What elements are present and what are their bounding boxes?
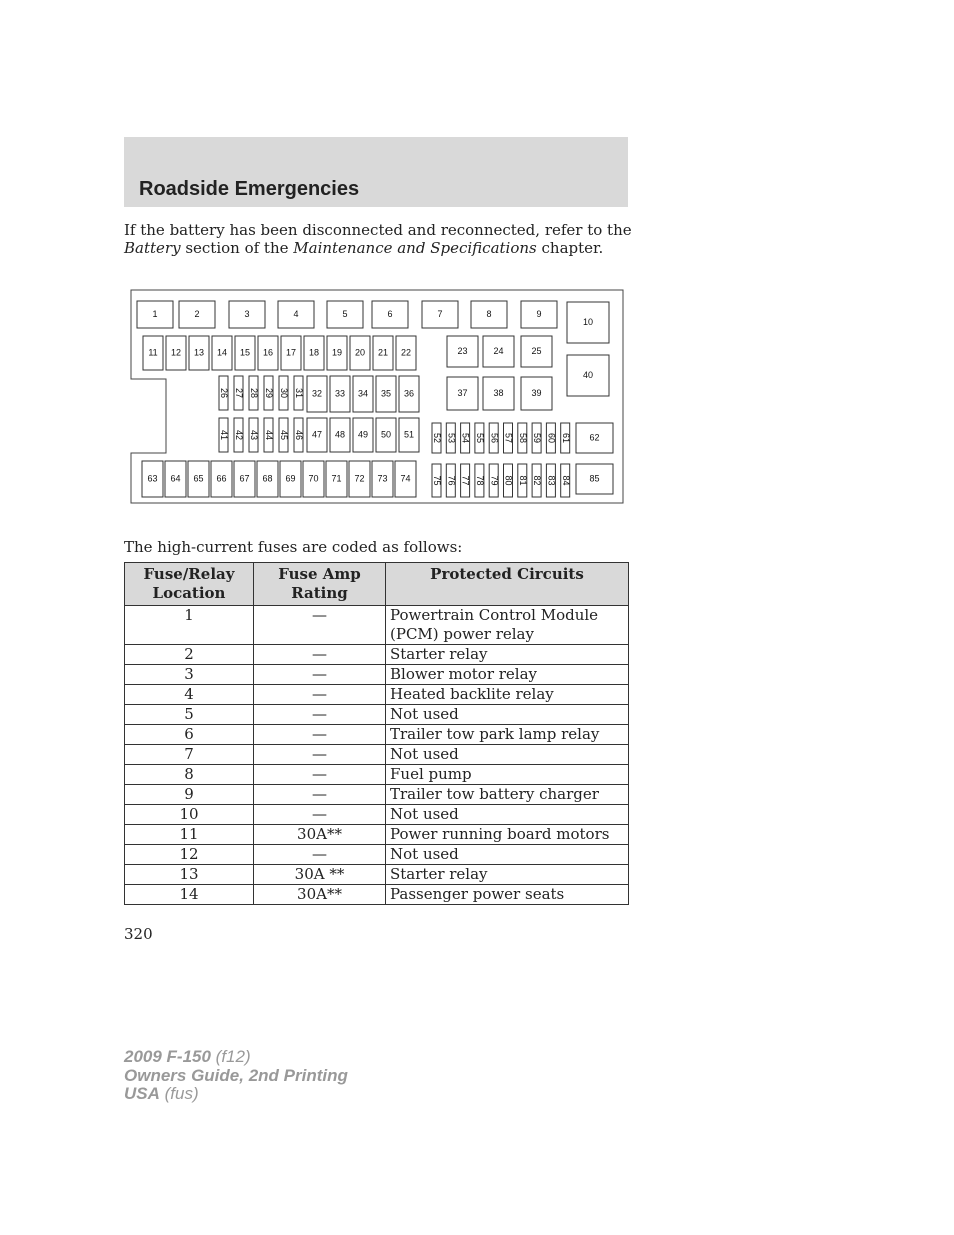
fuse-number: 66 <box>216 473 227 484</box>
fuse-slot <box>373 336 393 370</box>
fuse-number: 85 <box>589 473 600 484</box>
fuse-slot <box>166 336 186 370</box>
mini-fuse-slot <box>294 418 304 452</box>
cell-protected-circuit: Trailer tow park lamp relay <box>386 725 629 745</box>
fuse-number: 33 <box>334 388 346 399</box>
fuse-number: 78 <box>475 475 486 486</box>
mini-fuse-slot <box>461 464 471 497</box>
fuse-slot <box>229 301 265 328</box>
mini-fuse-slot <box>446 423 456 453</box>
fuse-number: 56 <box>489 432 500 444</box>
fuse-number: 70 <box>308 473 319 484</box>
cell-amp-rating: — <box>254 805 386 825</box>
fuse-slot <box>143 336 163 370</box>
fuse-slot <box>327 336 347 370</box>
fuse-number: 28 <box>249 387 260 399</box>
cell-location: 13 <box>125 865 254 885</box>
cell-protected-circuit: Power running board motors <box>386 825 629 845</box>
mini-fuse-slot <box>234 376 244 410</box>
cell-amp-rating: — <box>254 725 386 745</box>
fuse-number: 60 <box>546 432 557 444</box>
fuse-number: 62 <box>589 432 600 443</box>
cell-amp-rating: 30A ** <box>254 865 386 885</box>
fuse-number: 83 <box>546 475 557 486</box>
mini-fuse-slot <box>561 423 571 453</box>
fuse-number: 61 <box>560 432 571 444</box>
intro-text-3: chapter. <box>536 239 604 257</box>
mini-fuse-slot <box>279 376 289 410</box>
fuse-slot <box>142 461 163 497</box>
section-title: Roadside Emergencies <box>139 178 360 200</box>
cell-location: 5 <box>125 705 254 725</box>
fuse-slot <box>307 376 327 412</box>
fuse-number: 10 <box>582 316 594 327</box>
fuse-slot <box>471 301 507 328</box>
fuse-number: 5 <box>342 308 348 319</box>
cell-location: 9 <box>125 785 254 805</box>
fuse-slot <box>281 336 301 370</box>
mini-fuse-slot <box>546 423 556 453</box>
cell-location: 1 <box>125 606 254 645</box>
mini-fuse-slot <box>504 464 514 497</box>
table-row <box>125 665 629 685</box>
footer-model: 2009 F-150 <box>124 1047 211 1066</box>
intro-text-1: If the battery has been disconnected and reconnected, refer to the <box>124 221 632 239</box>
fuse-slot <box>330 376 350 412</box>
fuse-number: 11 <box>148 347 158 358</box>
fuse-number: 16 <box>262 347 274 358</box>
table-row <box>125 685 629 705</box>
cell-amp-rating: — <box>254 685 386 705</box>
fuse-number: 31 <box>294 387 305 399</box>
fuse-number: 29 <box>264 387 275 399</box>
fuse-number: 12 <box>170 347 182 358</box>
fuse-number: 40 <box>582 369 594 380</box>
table-header-row <box>125 563 629 606</box>
cell-protected-circuit: Not used <box>386 805 629 825</box>
cell-amp-rating: — <box>254 745 386 765</box>
fuse-number: 44 <box>264 429 275 441</box>
fuse-number: 21 <box>377 347 389 358</box>
cell-amp-rating: — <box>254 645 386 665</box>
fuse-number: 71 <box>331 473 342 484</box>
fuse-slot <box>258 336 278 370</box>
cell-location: 3 <box>125 665 254 685</box>
fuse-number: 73 <box>377 473 388 484</box>
cell-location: 11 <box>125 825 254 845</box>
fuse-number: 75 <box>432 475 443 486</box>
fuse-number: 17 <box>285 347 297 358</box>
fuse-number: 34 <box>357 388 369 399</box>
fuse-slot <box>212 336 232 370</box>
fuse-number: 42 <box>234 429 245 441</box>
cell-protected-circuit: Starter relay <box>386 645 629 665</box>
fuse-number: 19 <box>331 347 343 358</box>
fuse-slot <box>211 461 232 497</box>
fuse-slot <box>576 423 613 453</box>
mini-fuse-slot <box>561 464 571 497</box>
cell-amp-rating: — <box>254 665 386 685</box>
cell-protected-circuit: Powertrain Control Module (PCM) power relay <box>386 606 629 645</box>
fuse-number: 55 <box>475 432 486 444</box>
fuse-slot <box>396 336 416 370</box>
fuse-slot <box>376 376 396 412</box>
mini-fuse-slot <box>264 418 274 452</box>
fuse-number: 69 <box>285 473 296 484</box>
fuse-number: 32 <box>311 388 323 399</box>
cell-location: 10 <box>125 805 254 825</box>
fuse-slot <box>521 301 557 328</box>
fuse-slot <box>326 461 347 497</box>
fuse-number: 76 <box>446 475 457 486</box>
fuse-number: 6 <box>387 308 393 319</box>
cell-protected-circuit: Heated backlite relay <box>386 685 629 705</box>
mini-fuse-slot <box>518 464 528 497</box>
fuse-number: 20 <box>354 347 366 358</box>
footer-market-code: (fus) <box>159 1084 199 1103</box>
fuse-number: 49 <box>357 429 369 440</box>
table-row <box>125 645 629 665</box>
fuse-number: 64 <box>170 473 181 484</box>
cell-amp-rating: — <box>254 845 386 865</box>
mini-fuse-slot <box>446 464 456 497</box>
fuse-slot <box>353 376 373 412</box>
intro-paragraph <box>124 221 644 257</box>
fuse-number: 65 <box>193 473 204 484</box>
fuse-slot <box>395 461 416 497</box>
fuse-slot <box>399 418 419 452</box>
fuse-slot <box>304 336 324 370</box>
fuse-slot <box>235 336 255 370</box>
mini-fuse-slot <box>249 418 259 452</box>
table-row <box>125 885 629 905</box>
fuse-number: 30 <box>279 387 290 399</box>
mini-fuse-slot <box>249 376 259 410</box>
mini-fuse-slot <box>532 423 542 453</box>
fuse-number: 77 <box>460 475 471 486</box>
mini-fuse-slot <box>475 464 485 497</box>
fuse-number: 72 <box>354 473 365 484</box>
mini-fuse-slot <box>461 423 471 453</box>
mini-fuse-slot <box>432 464 442 497</box>
fuse-number: 3 <box>244 308 250 319</box>
fuse-slot <box>483 336 514 367</box>
cell-protected-circuit: Trailer tow battery charger <box>386 785 629 805</box>
fuse-number: 35 <box>380 388 392 399</box>
cell-amp-rating: — <box>254 765 386 785</box>
fuse-number: 38 <box>493 387 504 398</box>
mini-fuse-slot <box>504 423 514 453</box>
fuse-slot <box>483 377 514 410</box>
footer-imprint <box>124 1048 348 1104</box>
fuse-slot <box>257 461 278 497</box>
page-number: 320 <box>124 925 153 943</box>
fuse-number: 7 <box>437 308 443 319</box>
cell-location: 7 <box>125 745 254 765</box>
fuse-number: 43 <box>249 429 260 441</box>
fuse-box-diagram <box>130 289 626 505</box>
fuse-slot <box>447 336 478 367</box>
mini-fuse-slot <box>432 423 442 453</box>
cell-amp-rating: — <box>254 785 386 805</box>
fuse-slot <box>330 418 350 452</box>
fuse-number: 53 <box>446 432 457 444</box>
fuse-number: 23 <box>457 345 468 356</box>
fuse-number: 48 <box>334 429 346 440</box>
fuse-slot <box>303 461 324 497</box>
cell-amp-rating: — <box>254 705 386 725</box>
fuse-number: 59 <box>532 432 543 444</box>
table-intro: The high-current fuses are coded as follows: <box>124 538 463 556</box>
battery-reference: Battery <box>124 239 181 257</box>
cell-protected-circuit: Not used <box>386 845 629 865</box>
fuse-number: 27 <box>234 387 245 399</box>
fuse-number: 47 <box>311 429 323 440</box>
mini-fuse-slot <box>532 464 542 497</box>
table-row <box>125 785 629 805</box>
fuse-slot <box>278 301 314 328</box>
fuse-slot <box>280 461 301 497</box>
fuse-slot <box>234 461 255 497</box>
fuse-slot <box>349 461 370 497</box>
cell-location: 14 <box>125 885 254 905</box>
fuse-number: 14 <box>216 347 228 358</box>
fuse-number: 18 <box>308 347 320 358</box>
cell-location: 6 <box>125 725 254 745</box>
cell-protected-circuit: Not used <box>386 745 629 765</box>
fuse-number: 13 <box>193 347 205 358</box>
table-row <box>125 845 629 865</box>
fuse-number: 36 <box>403 388 415 399</box>
cell-protected-circuit: Passenger power seats <box>386 885 629 905</box>
fuse-number: 57 <box>503 432 514 444</box>
fuse-slot <box>567 302 609 343</box>
fuse-number: 54 <box>460 432 471 444</box>
cell-location: 8 <box>125 765 254 785</box>
fuse-number: 1 <box>152 308 158 319</box>
fuse-number: 45 <box>279 429 290 441</box>
fuse-number: 79 <box>489 475 500 486</box>
table-row <box>125 805 629 825</box>
cell-protected-circuit: Blower motor relay <box>386 665 629 685</box>
fuse-number: 24 <box>493 345 504 356</box>
table-row <box>125 865 629 885</box>
mini-fuse-slot <box>279 418 289 452</box>
fuse-number: 50 <box>380 429 392 440</box>
fuse-number: 2 <box>194 308 200 319</box>
fuse-slot <box>372 301 408 328</box>
fuse-number: 41 <box>219 429 230 441</box>
fuse-slot <box>350 336 370 370</box>
fuse-number: 37 <box>457 387 468 398</box>
table-row <box>125 745 629 765</box>
fuse-slot <box>521 377 552 410</box>
footer-guide: Owners Guide, 2nd Printing <box>124 1065 348 1085</box>
mini-fuse-slot <box>234 418 244 452</box>
header-location: Fuse/Relay Location <box>125 563 254 606</box>
fuse-number: 68 <box>262 473 273 484</box>
mini-fuse-slot <box>475 423 485 453</box>
fuse-number: 67 <box>239 473 250 484</box>
fuse-number: 46 <box>294 429 305 441</box>
cell-amp-rating: — <box>254 606 386 645</box>
table-row <box>125 765 629 785</box>
fuse-slot <box>137 301 173 328</box>
fuse-slot <box>399 376 419 412</box>
cell-protected-circuit: Fuel pump <box>386 765 629 785</box>
fuse-slot <box>376 418 396 452</box>
footer-market: USA <box>124 1084 160 1103</box>
fuse-number: 8 <box>486 308 492 319</box>
fuse-number: 51 <box>403 429 415 440</box>
cell-protected-circuit: Starter relay <box>386 865 629 885</box>
fuse-slot <box>188 461 209 497</box>
fuse-number: 74 <box>400 473 411 484</box>
fuse-number: 15 <box>239 347 251 358</box>
fuse-number: 81 <box>517 475 528 486</box>
fuse-slot <box>165 461 186 497</box>
fuse-number: 9 <box>536 308 542 319</box>
fuse-slot <box>447 377 478 410</box>
fuse-table <box>124 562 629 905</box>
cell-protected-circuit: Not used <box>386 705 629 725</box>
fuse-number: 25 <box>531 345 542 356</box>
mini-fuse-slot <box>489 464 499 497</box>
intro-text-2: section of the <box>180 239 294 257</box>
mini-fuse-slot <box>219 418 229 452</box>
mini-fuse-slot <box>518 423 528 453</box>
mini-fuse-slot <box>294 376 304 410</box>
fuse-slot <box>422 301 458 328</box>
fuse-number: 39 <box>531 387 542 398</box>
fuse-slot <box>327 301 363 328</box>
table-row <box>125 606 629 645</box>
fuse-number: 58 <box>517 432 528 444</box>
mini-fuse-slot <box>219 376 229 410</box>
fuse-slot <box>307 418 327 452</box>
fuse-slot <box>576 464 613 494</box>
cell-location: 12 <box>125 845 254 865</box>
fuse-slot <box>189 336 209 370</box>
fuse-number: 84 <box>560 475 571 486</box>
fuse-slot <box>372 461 393 497</box>
fuse-number: 26 <box>219 387 230 399</box>
cell-location: 2 <box>125 645 254 665</box>
fuse-slot <box>179 301 215 328</box>
cell-location: 4 <box>125 685 254 705</box>
mini-fuse-slot <box>546 464 556 497</box>
fuse-number: 52 <box>432 432 443 444</box>
fuse-number: 22 <box>400 347 412 358</box>
fuse-slot <box>353 418 373 452</box>
table-row <box>125 825 629 845</box>
mini-fuse-slot <box>489 423 499 453</box>
cell-amp-rating: 30A** <box>254 885 386 905</box>
fuse-number: 82 <box>532 475 543 486</box>
cell-amp-rating: 30A** <box>254 825 386 845</box>
header-protected-circuits: Protected Circuits <box>386 563 629 606</box>
fuse-slot <box>521 336 552 367</box>
fuse-number: 80 <box>503 475 514 486</box>
fuse-number: 63 <box>147 473 158 484</box>
fuse-number: 4 <box>293 308 299 319</box>
fuse-slot <box>567 355 609 396</box>
mini-fuse-slot <box>264 376 274 410</box>
table-row <box>125 705 629 725</box>
chapter-reference: Maintenance and Specifications <box>293 239 537 257</box>
header-amp-rating: Fuse Amp Rating <box>254 563 386 606</box>
footer-model-code: (f12) <box>210 1047 251 1066</box>
table-row <box>125 725 629 745</box>
